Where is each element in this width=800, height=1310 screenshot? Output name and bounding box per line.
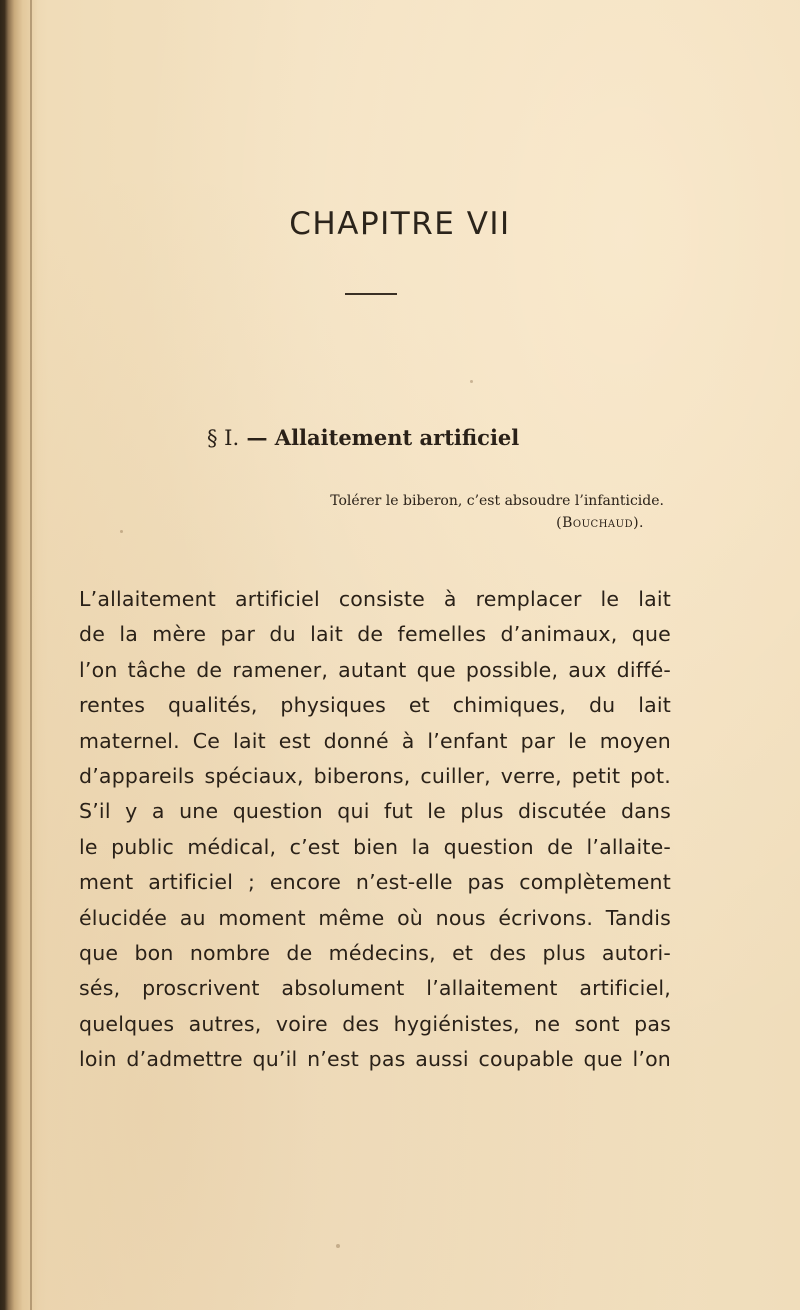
paper-speck <box>120 530 123 533</box>
section-number: § I. <box>207 426 240 450</box>
binding-line <box>30 0 32 1310</box>
body-line: L’allaitement artificiel consiste à remplacer le lait <box>79 587 671 611</box>
epigraph <box>0 490 664 534</box>
body-line: ment artificiel ; encore n’est-elle pas complètement <box>79 870 671 895</box>
body-line: d’appareils spéciaux, biberons, cuiller, verre, petit pot. <box>79 764 671 789</box>
body-line: loin d’admettre qu’il n’est pas aussi coupable que l’on <box>79 1047 671 1072</box>
body-text <box>79 582 671 1078</box>
body-line: que bon nombre de médecins, et des plus autori- <box>79 941 671 966</box>
body-line: quelques autres, voire des hygiénistes, ne sont pas <box>79 1011 671 1036</box>
body-line: de la mère par du lait de femelles d’animaux, que <box>79 622 671 647</box>
body-line: le public médical, c’est bien la question de l’allaite- <box>79 834 671 859</box>
body-line: élucidée au moment même où nous écrivons. Tandis <box>79 905 671 930</box>
paper-speck <box>336 1244 340 1248</box>
body-line: S’il y a une question qui fut le plus discutée dans <box>79 799 671 824</box>
body-line: maternel. Ce lait est donné à l’enfant par le moyen <box>79 728 671 753</box>
section-heading <box>207 425 519 450</box>
body-line: sés, proscrivent absolument l’allaitement artificiel, <box>79 976 671 1001</box>
chapter-title: CHAPITRE VII <box>289 206 511 242</box>
body-line: l’on tâche de ramener, autant que possible, aux diffé- <box>79 657 671 682</box>
title-rule <box>345 293 397 295</box>
epigraph-quote: Tolérer le biberon, c’est absoudre l’infanticide. <box>330 493 664 509</box>
section-dash: — <box>239 425 275 450</box>
body-line: rentes qualités, physiques et chimiques, du lait <box>79 693 671 718</box>
paper-speck <box>470 380 473 383</box>
binding-edge <box>0 0 38 1310</box>
section-title: Allaitement artificiel <box>274 425 520 450</box>
epigraph-author: (Bouchaud). <box>556 515 644 531</box>
